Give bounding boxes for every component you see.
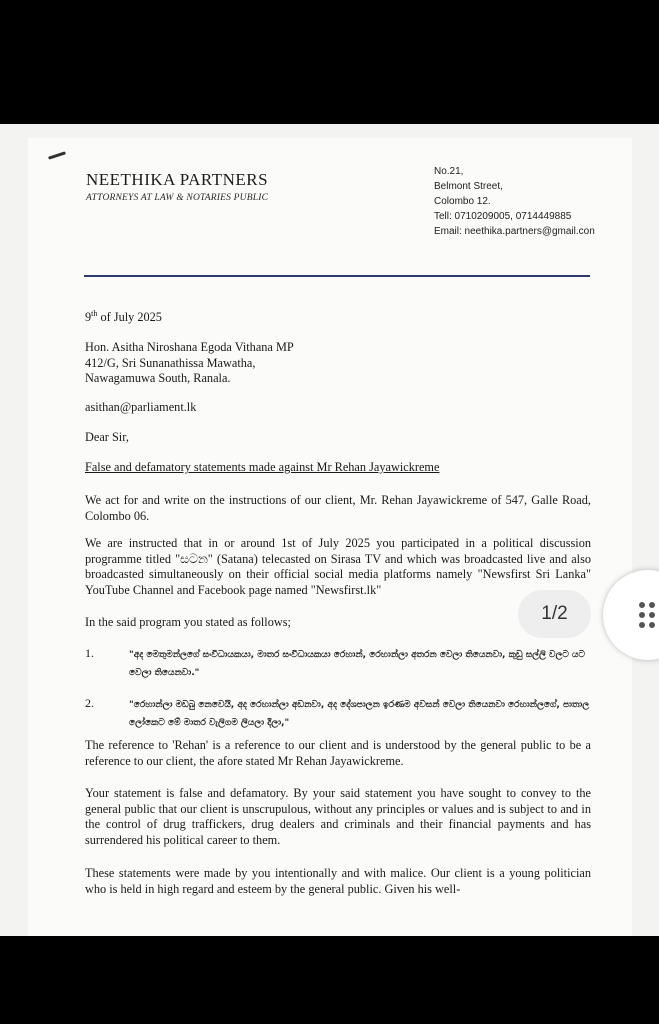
paragraph-defamation: Your statement is false and defamatory. By your said statement you have sought to convey to the general public that our client is unscrupulous, without any principles or values and is subject to and in the control of drug traffickers, drug dealers and criminals and their financial payments and has surrendered his political career to them. [85,786,591,847]
quote-text: "අද මෙතුමන්ලගේ සංවිධායකයා, මාතර සංවිධායකයා රෙහාන්, රෙහාන්ලා අතරන වෙලා තියෙනවා, කුඩු සල්ලි වලට යට වෙලා තියෙනවා." [129,650,585,678]
firm-address [434,164,632,239]
recipient-line: Nawagamuwa South, Ranala. [85,371,231,385]
letter-date [85,306,591,326]
address-line: Tell: 0710209005, 0714449885 [434,211,572,222]
address-line: No.21, [434,166,464,177]
page-indicator: 1/2 [518,590,591,638]
grid-dots-icon [639,602,659,628]
recipient-line: 412/G, Sri Sunanathissa Mawatha, [85,355,256,370]
quote-text: "රෙහාන්ලා මඩබු නෙවෙයි, අද රෙහාන්ලා අඩනවා, අද දේශපාලන ඉරණම අවසන් වෙලා තියෙනවා රෙහාන්ලගේ, පාතාල ලෝකෙට මේ මාතර වැලිගම ලියලා දීලා," [129,700,590,728]
paragraph-malice: These statements were made by you intentionally and with malice. Our client is a young politician who is held in high regard and esteem by the general public. Given his well- [85,866,591,896]
quotes-intro: In the said program you stated as follows; [85,615,291,629]
letter-subject: False and defamatory statements made against Mr Rehan Jayawickreme [85,460,440,474]
quote-number: 2. [85,696,94,710]
paragraph-reference: The reference to 'Rehan' is a reference to our client and is understood by the general public to be a reference to our client, the afore stated Mr Rehan Jayawickreme. [85,738,591,768]
letter-page[interactable] [28,138,632,936]
date-suffix: th [91,309,98,318]
salutation: Dear Sir, [85,430,129,444]
letterhead-divider [84,275,590,277]
date-rest: of July 2025 [97,310,162,325]
pen-mark [48,151,66,159]
firm-tagline: ATTORNEYS AT LAW & NOTARIES PUBLIC [86,193,269,203]
paragraph-programme: We are instructed that in or around 1st of July 2025 you participated in a political discussion programme titled "සටන" (Satana) telecasted on Sirasa TV and which was broadcasted live and also broadcasted simultaneously on their official social media platforms namely "Newsfirst Sri Lanka" YouTube Channel and Facebook page named "Newsfirst.lk" [85,536,591,597]
address-line: Colombo 12. [434,196,491,207]
recipient-line: Hon. Asitha Niroshana Egoda Vithana MP [85,340,294,354]
quote-number: 1. [85,646,94,660]
date-day: 9 [85,310,92,325]
address-line: Belmont Street, [434,181,503,192]
firm-name: NEETHIKA PARTNERS [86,170,269,189]
paragraph-client: We act for and write on the instructions of our client, Mr. Rehan Jayawickreme of 547, Galle Road, Colombo 06. [85,493,591,523]
recipient-email: asithan@parliament.lk [85,400,197,414]
address-line: Email: neethika.partners@gmail.con [434,226,595,237]
recipient-address [85,340,591,387]
